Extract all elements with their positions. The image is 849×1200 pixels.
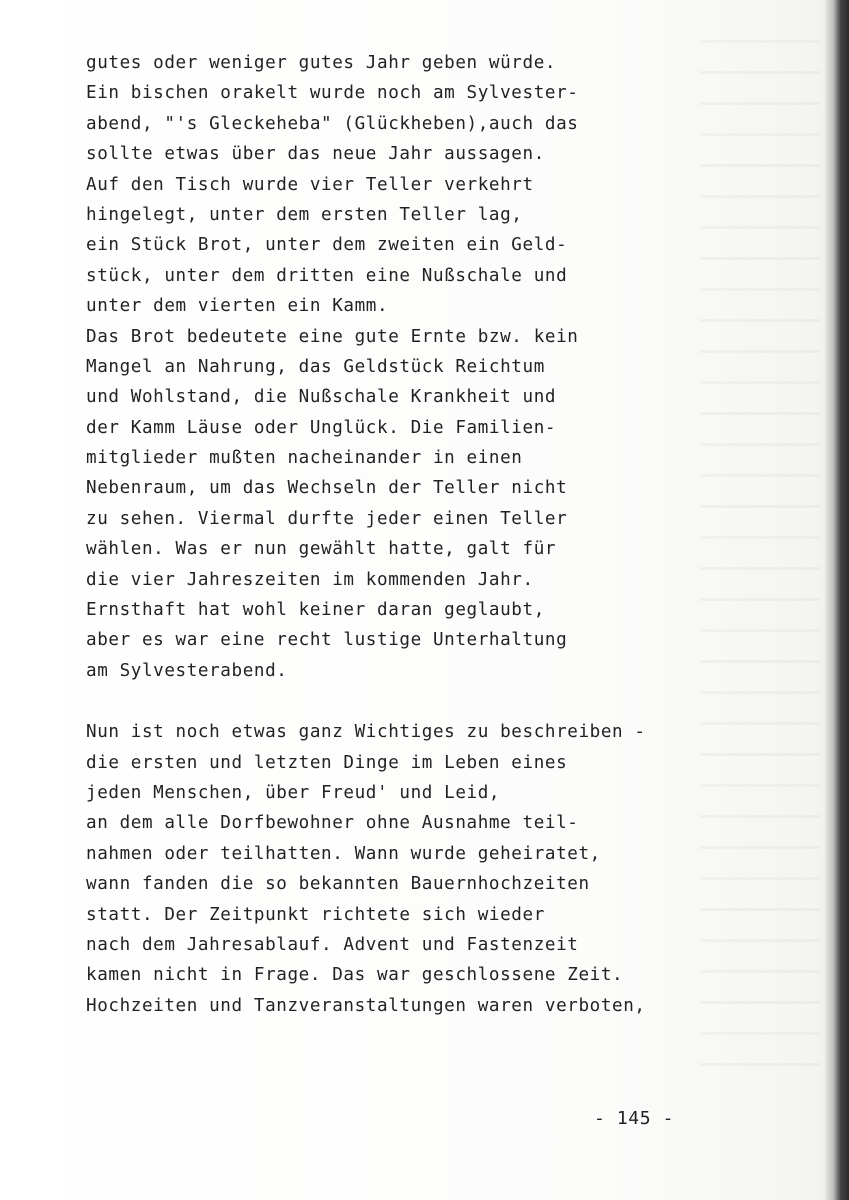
text-line: aber es war eine recht lustige Unterhaltung: [86, 630, 568, 651]
page-edge-shadow: [825, 0, 849, 1200]
text-line: sollte etwas über das neue Jahr aussagen.: [86, 144, 545, 165]
text-line: gutes oder weniger gutes Jahr geben würde.: [86, 53, 557, 73]
text-line: stück, unter dem dritten eine Nußschale und: [86, 265, 568, 286]
text-line: Nebenraum, um das Wechseln der Teller nicht: [86, 478, 568, 499]
text-line: Nun ist noch etwas ganz Wichtiges zu beschreiben -: [86, 722, 646, 743]
text-line: jeden Menschen, über Freud' und Leid,: [86, 782, 501, 803]
text-line: die vier Jahreszeiten im kommenden Jahr.: [86, 569, 534, 590]
text-line: an dem alle Dorfbewohner ohne Ausnahme teil-: [86, 813, 579, 834]
text-line: nahmen oder teilhatten. Wann wurde geheiratet,: [86, 843, 601, 864]
text-line: die ersten und letzten Dinge im Leben eines: [86, 752, 568, 773]
text-line: unter dem vierten ein Kamm.: [86, 296, 389, 317]
text-line: wählen. Was er nun gewählt hatte, galt für: [86, 539, 557, 560]
paragraph-2: [86, 717, 686, 1021]
text-line: statt. Der Zeitpunkt richtete sich wieder: [86, 904, 545, 925]
text-line: am Sylvesterabend.: [86, 660, 288, 681]
text-line: zu sehen. Viermal durfte jeder einen Teller: [86, 508, 568, 529]
text-line: hingelegt, unter dem ersten Teller lag,: [86, 204, 523, 225]
text-line: wann fanden die so bekannten Bauernhochzeiten: [86, 874, 590, 895]
text-line: und Wohlstand, die Nußschale Krankheit und: [86, 387, 557, 408]
show-through-text: [700, 40, 820, 1080]
text-line: Ein bischen orakelt wurde noch am Sylvester-: [86, 83, 579, 104]
text-line: Ernsthaft hat wohl keiner daran geglaubt,: [86, 600, 545, 621]
text-line: nach dem Jahresablauf. Advent und Fastenzeit: [86, 934, 579, 955]
paragraph-1: [86, 48, 686, 686]
text-line: Auf den Tisch wurde vier Teller verkehrt: [86, 174, 534, 195]
text-line: Mangel an Nahrung, das Geldstück Reichtum: [86, 356, 545, 377]
text-line: ein Stück Brot, unter dem zweiten ein Geld-: [86, 235, 568, 256]
text-line: abend, "'s Gleckeheba" (Glückheben),auch das: [86, 113, 579, 134]
text-line: Das Brot bedeutete eine gute Ernte bzw. kein: [86, 326, 579, 347]
text-line: kamen nicht in Frage. Das war geschlossene Zeit.: [86, 965, 624, 986]
text-line: Hochzeiten und Tanzveranstaltungen waren verboten,: [86, 995, 646, 1016]
text-line: der Kamm Läuse oder Unglück. Die Familien-: [86, 417, 557, 438]
page-number: - 145 -: [594, 1108, 675, 1129]
text-line: mitglieder mußten nacheinander in einen: [86, 448, 523, 469]
body-text: [86, 48, 686, 1021]
